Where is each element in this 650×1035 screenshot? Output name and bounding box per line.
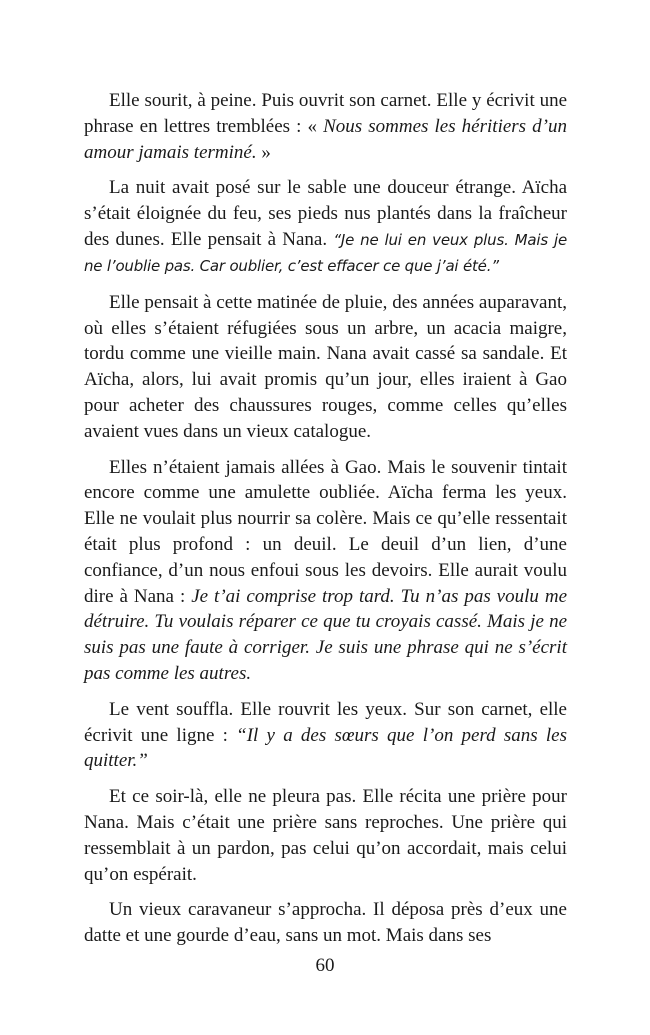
paragraph-4-text: Elles n’étaient jamais allées à Gao. Mais le souvenir tintait encore comme une amulette oubliée. Aïcha ferma les yeux. Elle ne voulait plus nourrir sa colère. Mais ce qu’elle ressentait était plus profond : un deuil. Le deuil d’un lien, d’une confiance, d’un nous enfoui sous les devoirs. Elle aurait voulu dire à Nana : [84, 456, 567, 607]
paragraph-6: Et ce soir-là, elle ne pleura pas. Elle récita une prière pour Nana. Mais c’était une prière sans reproches. Une prière qui ressemblait à un pardon, pas celui qu’on accordait, mais celui qu’on espérait. [84, 786, 567, 885]
paragraph-4-quote: Je t’ai comprise trop tard. Tu n’as pas voulu me détruire. Tu voulais réparer ce que tu croyais cassé. Mais je ne suis pas une faute à corriger. Je suis une phrase qui ne s’écrit pas comme les autres. [84, 585, 568, 684]
paragraph-1-quote: Nous sommes les héritiers d’un amour jamais terminé. [84, 115, 567, 163]
paragraph-5-quote: “Il y a des sœurs que l’on perd sans les quitter.” [84, 724, 568, 772]
paragraph-1-text: Elle sourit, à peine. Puis ouvrit son carnet. Elle y écrivit une phrase en lettres tremblées : « [84, 90, 567, 137]
paragraph-4 [84, 455, 567, 687]
paragraph-2-text: La nuit avait posé sur le sable une douceur étrange. Aïcha s’était éloignée du feu, ses pieds nus plantés dans la fraîcheur des dunes. Elle pensait à Nana. [84, 177, 567, 250]
paragraph-2-quote: “Je ne lui en veux plus. Mais je ne l’oublie pas. Car oublier, c’est effacer ce que j’ai été.” [84, 230, 568, 276]
paragraph-5 [84, 697, 567, 774]
page-number: 60 [315, 955, 335, 976]
paragraph-7: Un vieux caravaneur s’approcha. Il déposa près d’eux une datte et une gourde d’eau, sans un mot. Mais dans ses [84, 899, 567, 947]
paragraph-1-close: » [256, 141, 271, 163]
paragraph-3: Elle pensait à cette matinée de pluie, des années auparavant, où elles s’étaient réfugiées sous un arbre, un acacia maigre, tordu comme une vieille main. Nana avait cassé sa sandale. Et Aïcha, alors, lui avait promis qu’un jour, elles iraient à Gao pour acheter des chaussures rouges, comme celles qu’elles avaient vues dans un vieux catalogue. [84, 291, 567, 442]
paragraph-2 [84, 175, 567, 279]
paragraph-5-text: Le vent souffla. Elle rouvrit les yeux. Sur son carnet, elle écrivit une ligne : [84, 698, 567, 746]
paragraph-1 [84, 88, 567, 165]
page-body [84, 88, 567, 959]
